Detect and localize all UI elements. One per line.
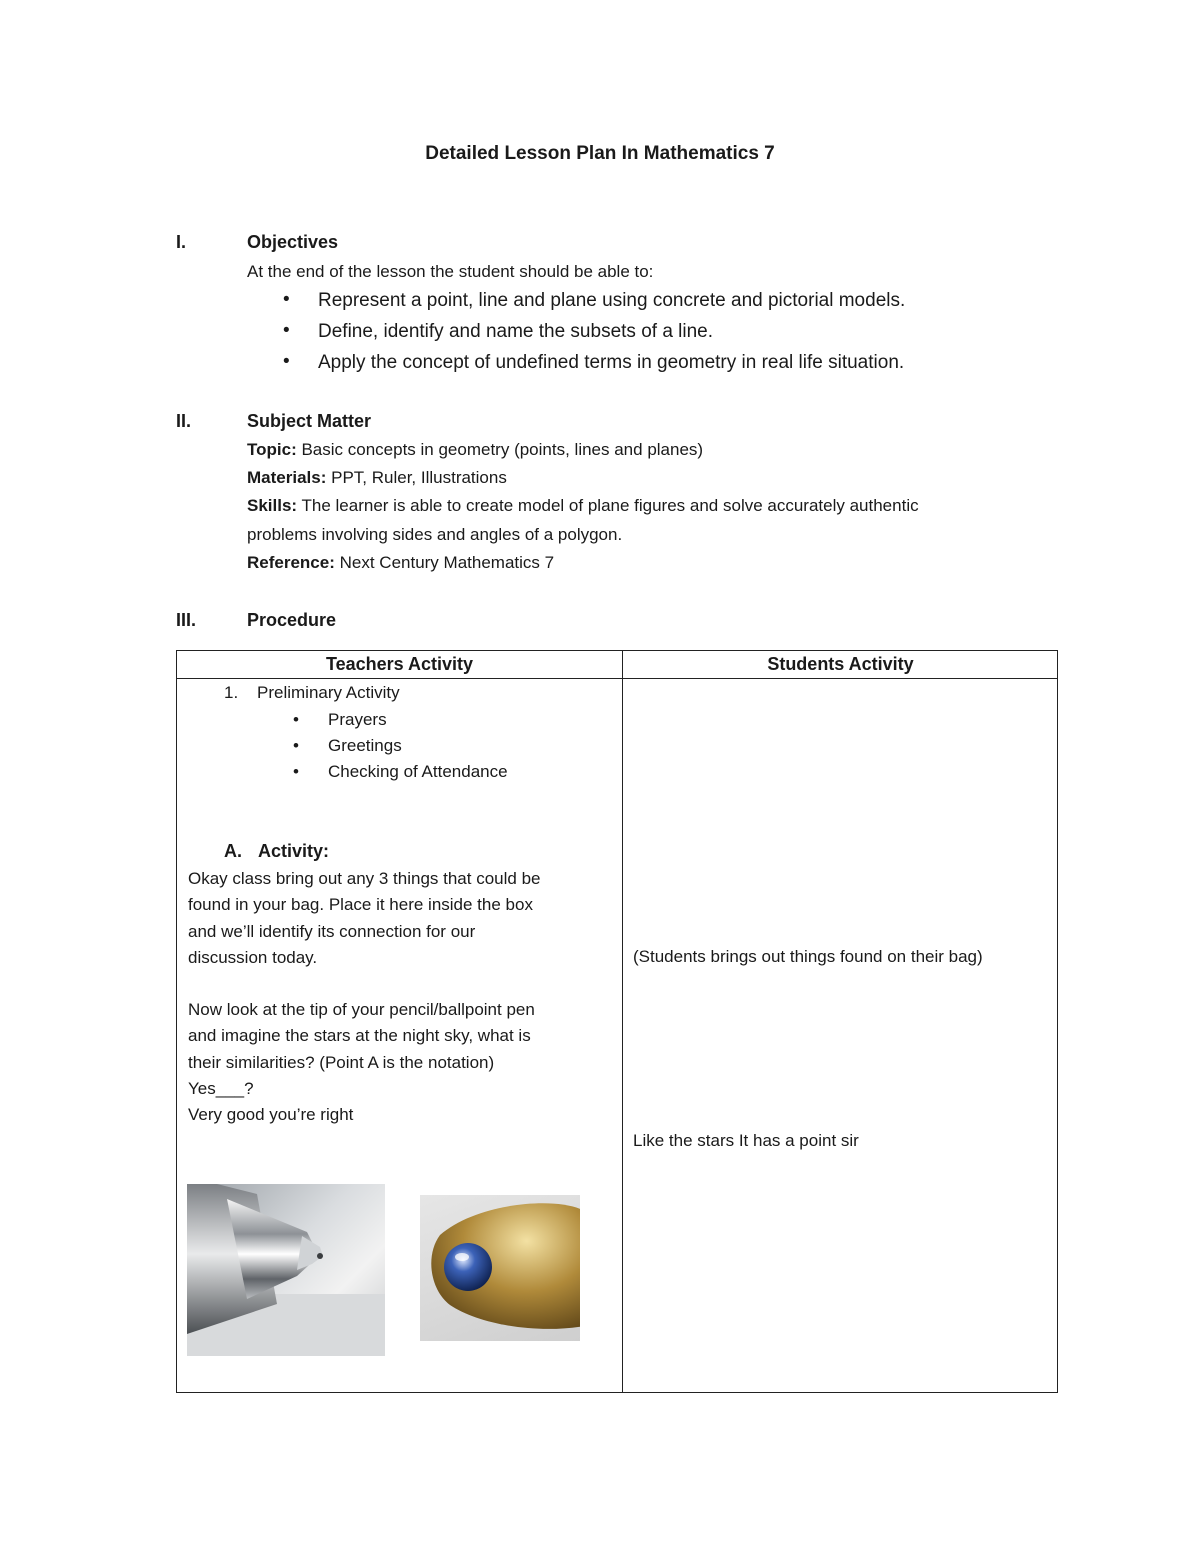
section-objectives-heading	[176, 232, 338, 253]
paragraph-line: discussion today.	[188, 947, 318, 967]
prelim-item: Prayers	[328, 710, 387, 729]
document-title: Detailed Lesson Plan In Mathematics 7	[425, 143, 775, 164]
skills-line	[247, 496, 919, 516]
bullet-icon: •	[283, 320, 290, 341]
reference-value: Next Century Mathematics 7	[339, 553, 555, 572]
bullet-icon: •	[293, 762, 299, 781]
bullet-icon: •	[293, 736, 299, 755]
section-title: Objectives	[247, 232, 339, 252]
topic-label: Topic:	[247, 440, 297, 459]
prelim-item: Checking of Attendance	[328, 762, 508, 781]
prelim-item: Greetings	[328, 736, 402, 755]
paragraph-line: and we’ll identify its connection for our	[188, 921, 476, 941]
section-number: I.	[176, 232, 187, 252]
section-number: II.	[176, 411, 192, 431]
skills-value: The learner is able to create model of plane figures and solve accurately authentic	[301, 496, 919, 515]
bullet-icon: •	[283, 351, 290, 372]
paragraph-line: Now look at the tip of your pencil/ballpoint pen	[188, 1000, 535, 1019]
pen-tip-photo	[187, 1184, 385, 1356]
prelim-activity-label: Preliminary Activity	[257, 683, 400, 702]
activity-heading: Activity:	[258, 841, 330, 861]
bullet-icon: •	[293, 710, 299, 729]
section-title: Procedure	[247, 610, 337, 630]
bullet-icon: •	[283, 289, 290, 310]
reference-label: Reference:	[247, 553, 335, 572]
materials-line	[247, 468, 507, 488]
paragraph-line: found in your bag. Place it here inside the box	[188, 895, 533, 915]
ballpoint-tip-photo	[420, 1195, 580, 1341]
table-header-divider	[177, 678, 1057, 679]
materials-value: PPT, Ruler, Illustrations	[331, 468, 507, 487]
reference-line	[247, 553, 554, 573]
prelim-number: 1.	[224, 683, 239, 702]
materials-label: Materials:	[247, 468, 327, 487]
objectives-intro: At the end of the lesson the student should be able to:	[247, 262, 654, 281]
paragraph-line: Yes___?	[188, 1078, 254, 1098]
section-subject-matter-heading	[176, 411, 371, 432]
table-column-divider	[622, 651, 623, 1392]
activity-paragraph-1	[188, 866, 540, 971]
topic-value: Basic concepts in geometry (points, lines and planes)	[301, 440, 704, 459]
paragraph-line: their similarities? (Point A is the notation)	[188, 1052, 495, 1072]
student-response: (Students brings out things found on their bag)	[633, 947, 983, 966]
student-response: Like the stars It has a point sir	[633, 1131, 859, 1150]
paragraph-line: Okay class bring out any 3 things that could be	[188, 869, 541, 888]
section-procedure-heading	[176, 610, 336, 631]
procedure-table	[176, 650, 1058, 1393]
section-title: Subject Matter	[247, 411, 372, 431]
activity-letter: A.	[224, 841, 242, 861]
topic-line	[247, 440, 703, 460]
section-number: III.	[176, 610, 197, 630]
paragraph-line: and imagine the stars at the night sky, what is	[188, 1026, 531, 1046]
skills-label: Skills:	[247, 496, 298, 515]
header-teachers-activity: Teachers Activity	[325, 654, 474, 674]
paragraph-line: Very good you’re right	[188, 1105, 354, 1125]
activity-paragraph-2	[188, 997, 535, 1128]
skills-line-cont: problems involving sides and angles of a polygon.	[247, 525, 623, 544]
header-students-activity: Students Activity	[767, 654, 914, 674]
